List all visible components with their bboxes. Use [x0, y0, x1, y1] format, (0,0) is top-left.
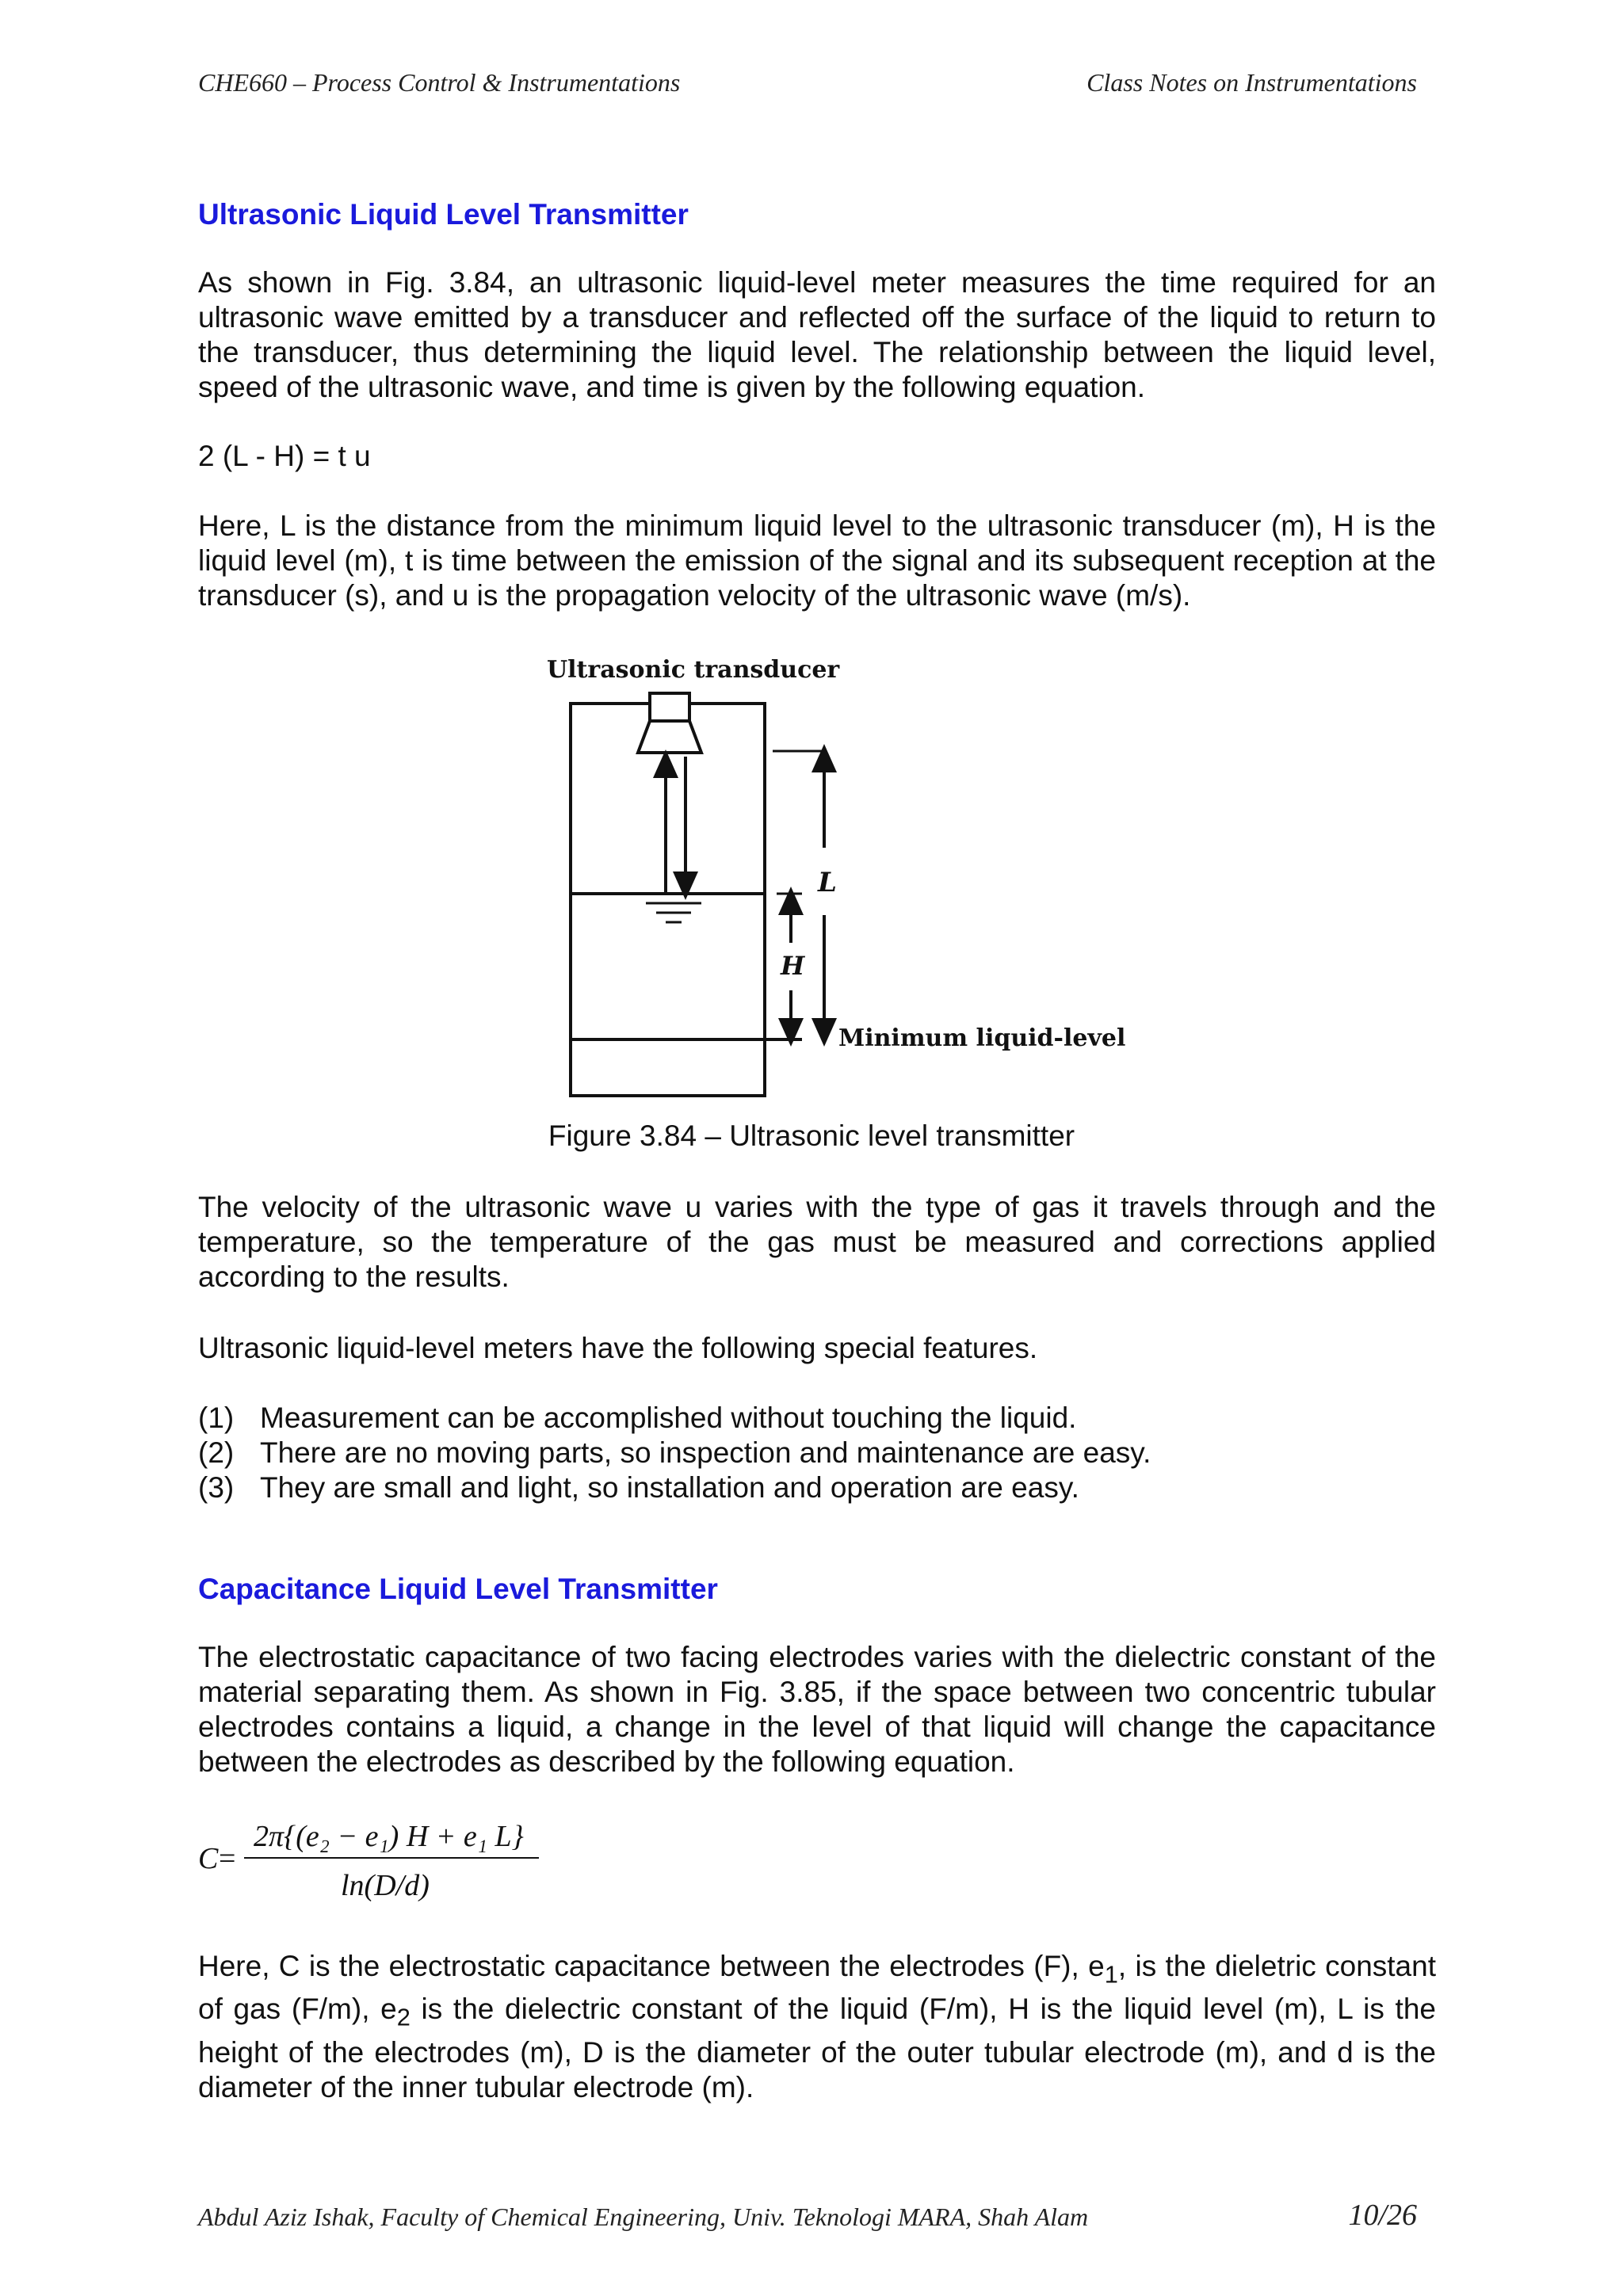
subscript-2: 2 [396, 2003, 411, 2031]
features-list [198, 1401, 1436, 1505]
formula-denominator: ln(D/d) [341, 1869, 430, 1902]
footer-author: Abdul Aziz Ishak, Faculty of Chemical Engineering, Univ. Teknologi MARA, Shah Alam [198, 2203, 1089, 2231]
header-course-title: CHE660 – Process Control & Instrumentations [198, 68, 681, 97]
section-heading-ultrasonic: Ultrasonic Liquid Level Transmitter [198, 198, 689, 231]
figure-ultrasonic-transmitter [507, 642, 1125, 1109]
variables-text-c: is the dielectric constant of the liquid (F/m), H is the liquid level (m), L is the height of the electrodes (m), D is the diameter of the outer tubular electrode (m), and d is the diameter of the inner tubular electrode (m). [198, 1993, 1436, 2103]
list-item-text: Measurement can be accomplished without touching the liquid. [260, 1402, 1077, 1434]
list-item-number: (2) [198, 1436, 235, 1469]
formula-numerator: 2π{(e₂ − e₁) H + e₁ L} [254, 1820, 524, 1853]
paragraph-velocity-variation: The velocity of the ultrasonic wave u varies with the type of gas it travels through and the temperature, so the temperature of the gas must be measured and corrections applied according to the results. [198, 1191, 1436, 1293]
list-item-text: There are no moving parts, so inspection and maintenance are easy. [260, 1436, 1151, 1469]
paragraph-ultrasonic-variables: Here, L is the distance from the minimum liquid level to the ultrasonic transducer (m), H is the liquid level (m), t is time between the emission of the signal and its subsequent reception at the transducer (s), and u is the propagation velocity of the ultrasonic wave (m/s). [198, 509, 1436, 612]
paragraph-capacitance-intro: The electrostatic capacitance of two facing electrodes varies with the dielectric constant of the material separating them. As shown in Fig. 3.85, if the space between two concentric tubular electrodes contains a liquid, a change in the level of that liquid will change the capacitance between the electrodes as described by the following equation. [198, 1641, 1436, 1778]
capacitance-formula [198, 1814, 547, 1909]
formula-lhs: C [198, 1842, 219, 1875]
figure-caption: Figure 3.84 – Ultrasonic level transmitter [548, 1119, 1075, 1152]
list-item-number: (3) [198, 1471, 235, 1504]
page-number: 10/26 [1348, 2199, 1417, 2232]
header-notes-title: Class Notes on Instrumentations [1086, 68, 1417, 97]
label-l: L [818, 867, 837, 898]
transducer-horn [638, 721, 701, 753]
variables-text-b: , is the dieletric constant of gas (F/m), e [198, 1950, 1436, 2026]
ultrasonic-diagram [507, 642, 1125, 1109]
paragraph-capacitance-variables [198, 1949, 1436, 2105]
list-item [198, 1470, 1436, 1505]
subscript-1: 1 [1104, 1960, 1118, 1989]
label-h: H [781, 951, 805, 981]
list-item [198, 1436, 1436, 1470]
list-item-number: (1) [198, 1402, 235, 1434]
section-heading-capacitance: Capacitance Liquid Level Transmitter [198, 1573, 718, 1605]
list-item-text: They are small and light, so installation and operation are easy. [260, 1471, 1079, 1504]
minimum-level-label: Minimum liquid-level [838, 1024, 1125, 1052]
equation-ultrasonic: 2 (L - H) = t u [198, 440, 371, 472]
formula-graphic [198, 1814, 547, 1909]
list-item [198, 1401, 1436, 1436]
transducer-label: Ultrasonic transducer [547, 656, 840, 684]
paragraph-features-intro: Ultrasonic liquid-level meters have the following special features. [198, 1332, 1038, 1364]
variables-text-a: Here, C is the electrostatic capacitance between the electrodes (F), e [198, 1950, 1105, 1982]
formula-equals: = [219, 1842, 236, 1875]
transducer-body [650, 693, 689, 721]
paragraph-ultrasonic-intro: As shown in Fig. 3.84, an ultrasonic liquid-level meter measures the time required for an ultrasonic wave emitted by a transducer and reflected off the surface of the liquid to return to the transducer, thus determining the liquid level. The relationship between the liquid level, speed of the ultrasonic wave, and time is given by the following equation. [198, 266, 1436, 403]
tank-outline [571, 704, 765, 1096]
